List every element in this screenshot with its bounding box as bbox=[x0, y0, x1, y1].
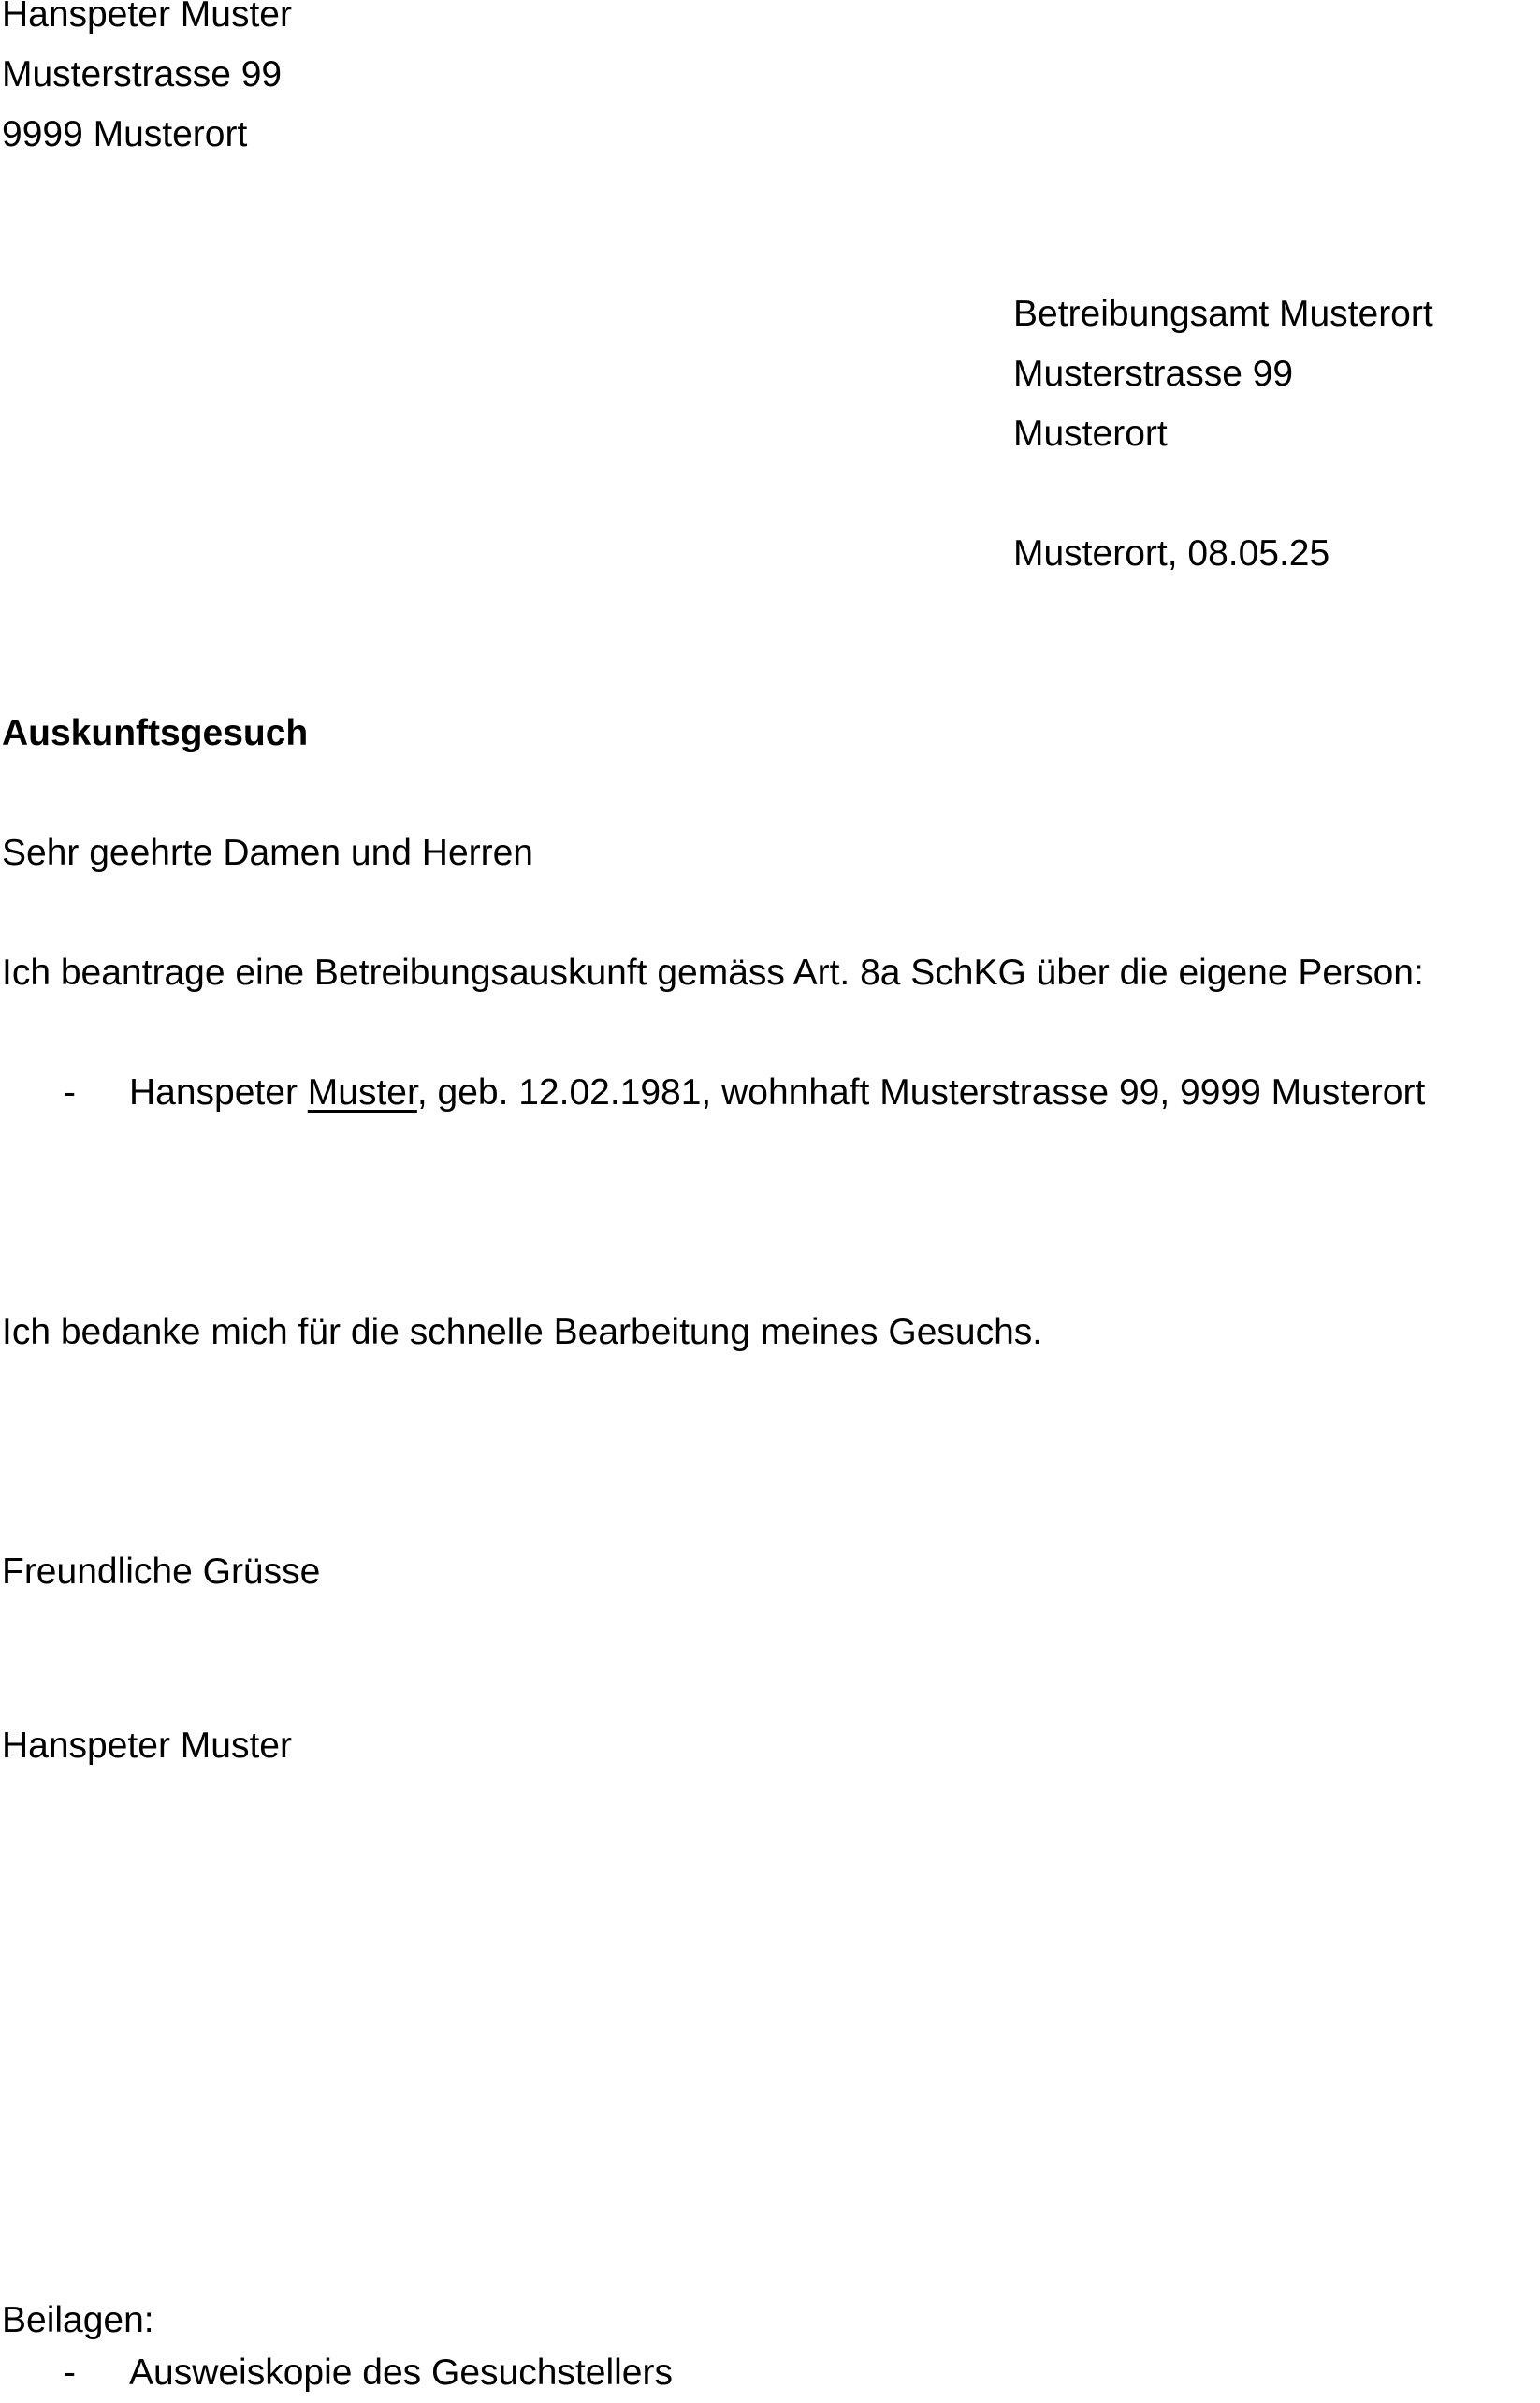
person-list-item bbox=[129, 1063, 1425, 1123]
person-details: , geb. 12.02.1981, wohnhaft Musterstrasse 99, 9999 Musterort bbox=[416, 1072, 1426, 1113]
date-line: Musterort, 08.05.25 bbox=[1013, 533, 1330, 574]
thanks-paragraph: Ich bedanke mich für die schnelle Bearbeitung meines Gesuchs. bbox=[2, 1312, 1043, 1352]
request-paragraph: Ich beantrage eine Betreibungsauskunft gemäss Art. 8a SchKG über die eigene Person: bbox=[2, 953, 1424, 993]
recipient-name: Betreibungsamt Musterort bbox=[1013, 294, 1433, 334]
attachments-label: Beilagen: bbox=[2, 2300, 154, 2340]
recipient-city: Musterort bbox=[1013, 414, 1168, 454]
recipient-street: Musterstrasse 99 bbox=[1013, 354, 1294, 394]
person-bullet: - bbox=[64, 1072, 76, 1113]
letter-subject: Auskunftsgesuch bbox=[2, 713, 309, 753]
sender-name: Hanspeter Muster bbox=[2, 0, 292, 35]
salutation: Sehr geehrte Damen und Herren bbox=[2, 833, 533, 873]
person-first-name: Hanspeter bbox=[129, 1072, 308, 1113]
sender-city: 9999 Musterort bbox=[2, 114, 248, 154]
attachment-bullet: - bbox=[64, 2352, 76, 2393]
attachment-item: Ausweiskopie des Gesuchstellers bbox=[129, 2352, 673, 2393]
sender-street: Musterstrasse 99 bbox=[2, 54, 283, 95]
signature-name: Hanspeter Muster bbox=[2, 1726, 292, 1766]
recipient-address bbox=[1013, 284, 1433, 464]
closing-phrase: Freundliche Grüsse bbox=[2, 1551, 321, 1592]
sender-address bbox=[2, 0, 292, 165]
person-last-name: Muster bbox=[307, 1072, 417, 1113]
